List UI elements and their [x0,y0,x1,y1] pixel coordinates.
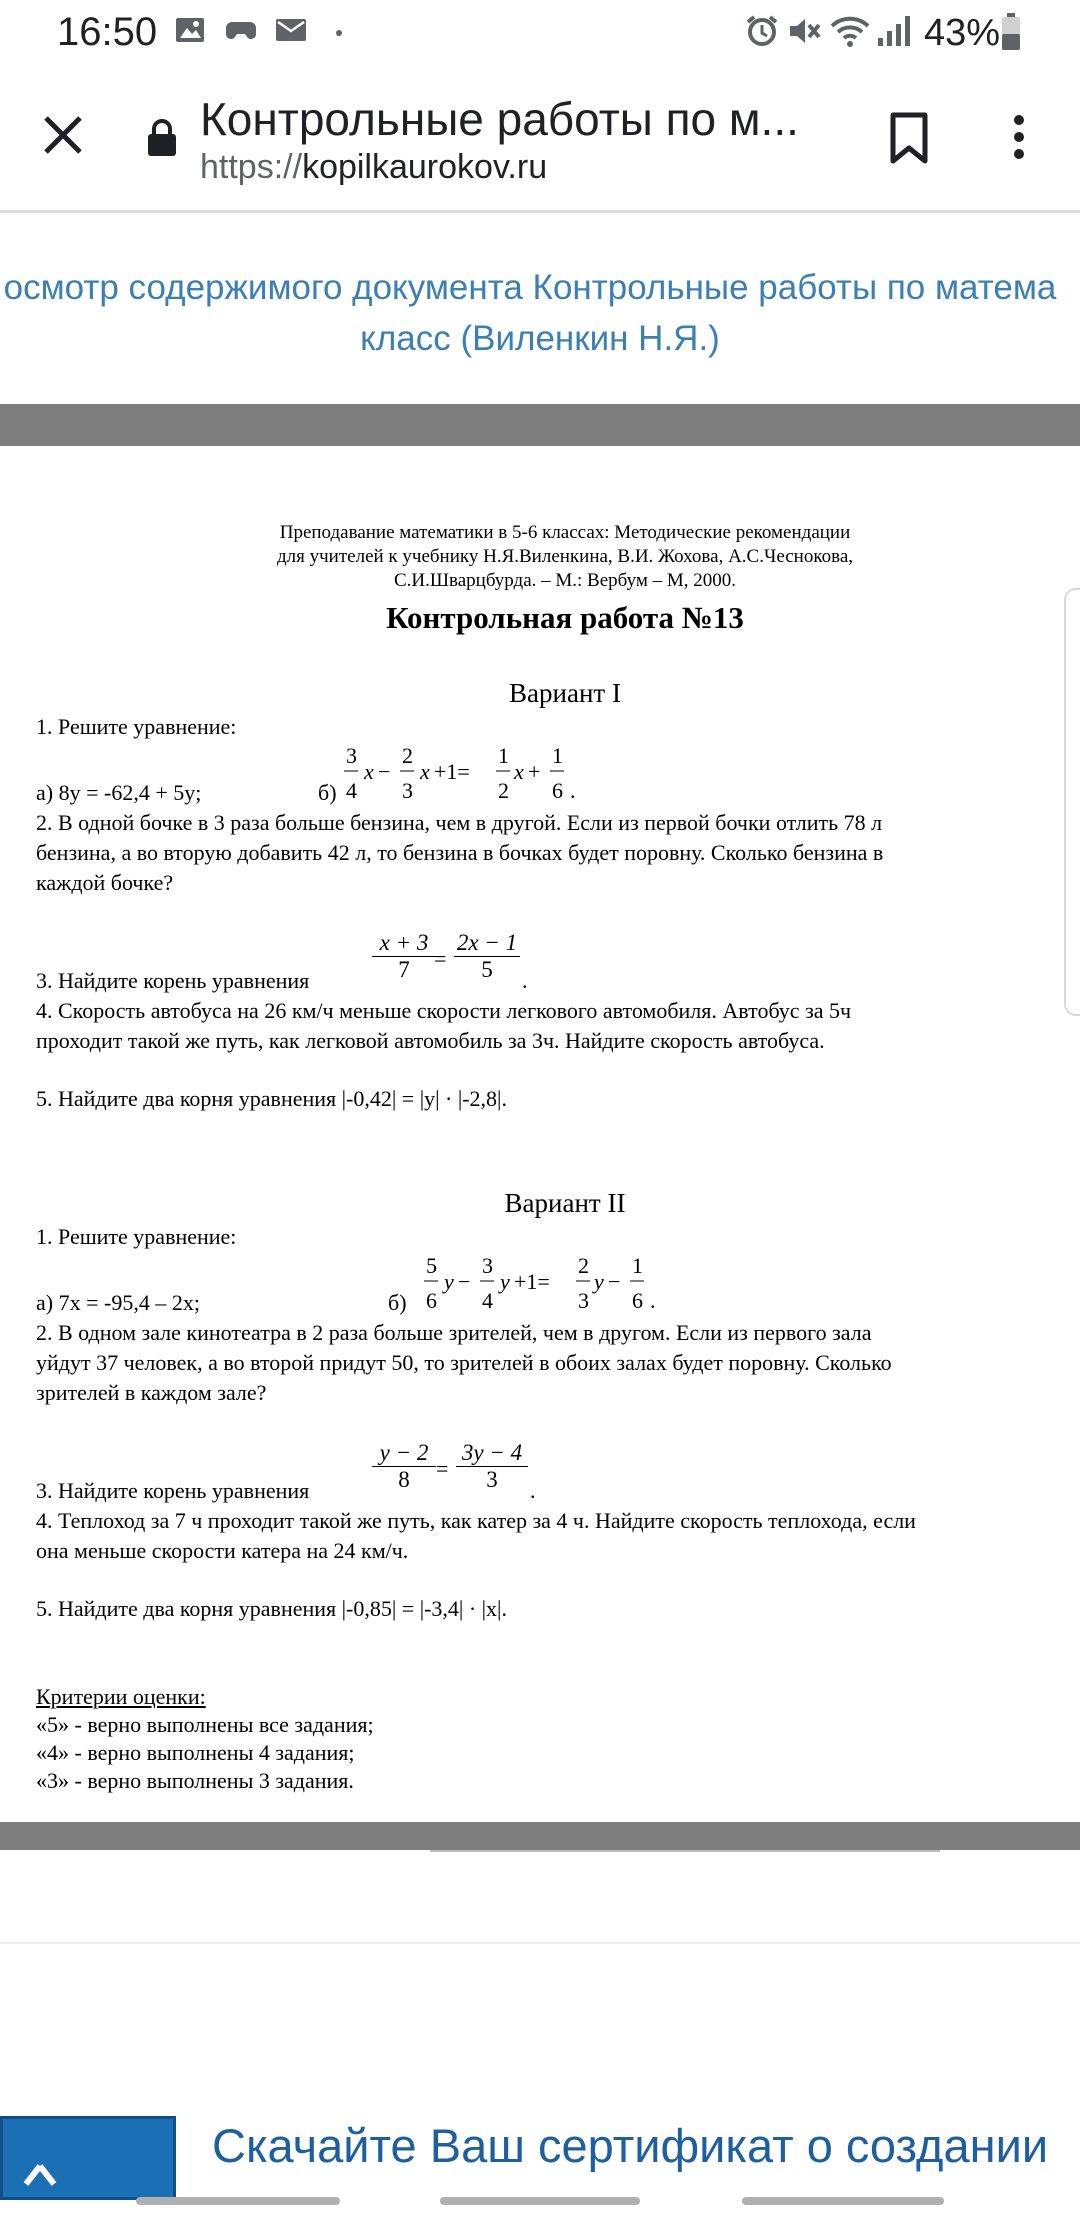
signal-icon [876,14,912,48]
v2-q1: 1. Решите уравнение: [36,1224,237,1249]
v1-q3-rhs: 2x − 1 5 [454,930,520,983]
status-time: 16:50 [57,10,158,54]
svg-text:−: − [458,1269,471,1294]
v1-q3-period: . [522,968,528,993]
page-shadow [430,1850,940,1852]
svg-text:1: 1 [632,1253,643,1278]
svg-text:4: 4 [482,1288,493,1313]
v1-q5: 5. Найдите два корня уравнения |-0,42| = |y| · |-2,8|. [36,1086,507,1111]
svg-text:3: 3 [402,778,413,803]
nav-pill-right [742,2197,944,2205]
status-bar [0,0,1080,68]
v1-q4-line-1: 4. Скорость автобуса на 26 км/ч меньше скорости легкового автомобиля. Автобус за 5ч [36,998,852,1023]
v2-q3-rhs: 3y − 4 3 [456,1440,528,1493]
game-icon [224,14,258,46]
svg-text:2: 2 [578,1253,589,1278]
page-url[interactable] [200,148,547,187]
heading-line-2: класс (Виленкин Н.Я.) [360,319,720,358]
svg-text:6: 6 [632,1288,643,1313]
v2-q1b-label: б) [388,1290,407,1315]
svg-text:x: x [514,759,524,784]
v1-q3: 3. Найдите корень уравнения [36,968,310,993]
svg-text:3: 3 [482,1253,493,1278]
document-top-bar [0,404,1080,446]
v2-q3-equals: = [436,1456,449,1481]
url-host: kopilkaurokov.ru [302,148,548,186]
variant-2-title: Вариант II [504,1188,626,1218]
svg-text:+1=: +1= [434,759,470,784]
criteria-item-4: «4» - верно выполнены 4 задания; [36,1740,355,1765]
nav-pill-left [136,2197,340,2205]
document-bottom-bar [0,1822,1080,1850]
certificate-icon [0,2116,176,2200]
svg-text:3: 3 [346,743,357,768]
svg-text:−: − [378,759,391,784]
alarm-icon [744,14,780,48]
banner-text[interactable]: Скачайте Ваш сертификат о создании [212,2119,1049,2172]
page-title[interactable]: Контрольные работы по м... [200,93,799,145]
v2-equation-b [420,1252,670,1316]
svg-text:y: y [500,1269,510,1294]
svg-text:+: + [528,759,541,784]
v1-q2-line-1: 2. В одной бочке в 3 раза больше бензина, чем в другой. Если из первой бочки отлить 78 л [36,810,883,835]
v2-q3-period: . [530,1478,536,1503]
browser-toolbar [0,68,1080,213]
svg-text:4: 4 [346,778,357,803]
criteria-title: Критерии оценки: [36,1684,206,1709]
v1-q2-line-2: бензина, а во вторую добавить 42 л, то бензина в бочках будет поровну. Сколько бензина в [36,840,884,865]
svg-text:.: . [570,778,576,803]
heading-line-1: осмотр содержимого документа Контрольные работы по матема [3,268,1057,307]
svg-text:2: 2 [402,743,413,768]
variant-1-title: Вариант I [509,678,621,708]
battery-icon [1000,12,1022,52]
source-line-1: Преподавание математики в 5-6 классах: Методические рекомендации [279,522,851,543]
svg-text:y: y [444,1269,454,1294]
v1-equation-b [340,742,580,806]
v2-q2-line-1: 2. В одном зале кинотеатра в 2 раза больше зрителей, чем в другом. Если из первого зала [36,1320,872,1345]
v1-q4-line-2: проходит такой же путь, как легковой автомобиль за 3ч. Найдите скорость автобуса. [36,1028,825,1053]
svg-text:.: . [650,1288,656,1313]
bookmark-icon[interactable] [888,112,930,164]
v2-q1a: а) 7x = -95,4 – 2x; [36,1290,200,1315]
svg-text:6: 6 [426,1288,437,1313]
svg-text:1: 1 [498,743,509,768]
v2-q4-line-2: она меньше скорости катера на 24 км/ч. [36,1538,409,1563]
v1-q2-line-3: каждой бочке? [36,870,174,895]
more-notifications-icon [334,28,344,38]
certificate-banner[interactable] [0,2110,1080,2200]
svg-text:−: − [608,1269,621,1294]
svg-text:1: 1 [552,743,563,768]
svg-text:+1=: +1= [514,1269,550,1294]
document-page [0,446,1080,1822]
work-title: Контрольная работа №13 [386,600,744,635]
v1-q3-equals: = [434,946,447,971]
side-scroll-handle[interactable] [1064,588,1080,1016]
v2-q5: 5. Найдите два корня уравнения |-0,85| = |-3,4| · |x|. [36,1596,507,1621]
criteria-item-3: «3» - верно выполнены 3 задания. [36,1768,354,1793]
svg-text:5: 5 [426,1253,437,1278]
v2-q3-lhs: y − 2 8 [372,1440,436,1493]
svg-text:y: y [594,1269,604,1294]
v1-q1b-label: б) [318,780,337,805]
source-line-2: для учителей к учебнику Н.Я.Виленкина, В.И. Жохова, А.С.Чеснокова, [276,546,853,567]
v2-q2-line-3: зрителей в каждом зале? [36,1380,267,1405]
v2-q2-line-2: уйдут 37 человек, а во второй придут 50, то зрителей в обоих залах будет поровну. Сколько [36,1350,892,1375]
divider [0,1942,1080,1944]
gallery-icon [174,14,206,46]
v1-q3-lhs: x + 3 7 [372,930,436,983]
v1-q1: 1. Решите уравнение: [36,714,237,739]
criteria-item-5: «5» - верно выполнены все задания; [36,1712,374,1737]
wifi-icon [830,14,870,48]
mail-icon [274,14,308,46]
svg-text:6: 6 [552,778,563,803]
mute-icon [786,14,822,48]
v2-q4-line-1: 4. Теплоход за 7 ч проходит такой же путь, как катер за 4 ч. Найдите скорость теплохода, если [36,1508,916,1533]
battery-percent: 43% [924,12,1001,54]
lock-icon [146,118,178,158]
svg-text:x: x [420,759,430,784]
v2-q3: 3. Найдите корень уравнения [36,1478,310,1503]
more-menu-icon[interactable] [1004,112,1034,162]
nav-pill-center [440,2197,640,2205]
svg-text:3: 3 [578,1288,589,1313]
v1-q1a: а) 8y = -62,4 + 5y; [36,780,202,805]
document-heading [0,262,1080,364]
source-line-3: С.И.Шварцбурда. – М.: Вербум – М, 2000. [393,570,737,591]
svg-text:2: 2 [498,778,509,803]
svg-text:x: x [364,759,374,784]
close-icon[interactable] [38,110,88,160]
url-scheme: https:// [200,148,303,186]
